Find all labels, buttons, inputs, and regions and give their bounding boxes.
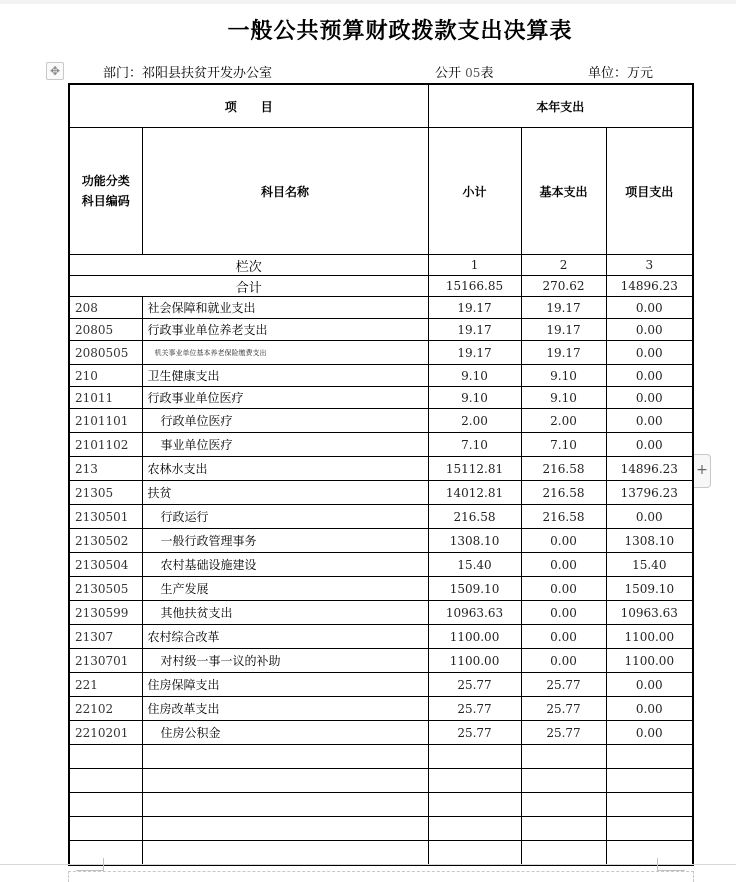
header-item: 项 目 (69, 84, 428, 128)
table-row (69, 365, 693, 387)
row-name: 农林水支出 (142, 457, 428, 481)
row-code: 21307 (69, 625, 142, 649)
row-project: 0.00 (606, 673, 693, 697)
empty-cell[interactable] (69, 793, 142, 817)
table-row (69, 601, 693, 625)
empty-cell[interactable] (69, 817, 142, 841)
row-project: 1100.00 (606, 625, 693, 649)
row-code: 20805 (69, 319, 142, 341)
table-row (69, 387, 693, 409)
row-name: 行政运行 (142, 505, 428, 529)
table-row (69, 649, 693, 673)
row-project: 1100.00 (606, 649, 693, 673)
empty-cell[interactable] (521, 817, 606, 841)
row-name: 生产发展 (142, 577, 428, 601)
table-row (69, 529, 693, 553)
table-row (69, 721, 693, 745)
row-basic: 0.00 (521, 625, 606, 649)
row-basic: 216.58 (521, 505, 606, 529)
row-subtotal: 15112.81 (428, 457, 521, 481)
row-subtotal: 25.77 (428, 697, 521, 721)
empty-cell[interactable] (606, 793, 693, 817)
row-project: 0.00 (606, 341, 693, 365)
total-row (69, 276, 693, 297)
row-project: 0.00 (606, 433, 693, 457)
unit-label: 单位：万元 (588, 66, 654, 81)
form-prefix: 公开 (435, 66, 462, 81)
page-corner-mark-right (657, 858, 685, 871)
empty-cell[interactable] (606, 745, 693, 769)
empty-row (69, 841, 693, 866)
form-number-label (435, 62, 493, 81)
row-subtotal: 1509.10 (428, 577, 521, 601)
row-project: 13796.23 (606, 481, 693, 505)
form-number: 05 (465, 66, 481, 80)
row-code: 21305 (69, 481, 142, 505)
row-subtotal: 10963.63 (428, 601, 521, 625)
row-basic: 0.00 (521, 529, 606, 553)
row-code: 2130504 (69, 553, 142, 577)
row-name: 农村基础设施建设 (142, 553, 428, 577)
empty-cell[interactable] (142, 817, 428, 841)
empty-row (69, 817, 693, 841)
row-basic: 19.17 (521, 319, 606, 341)
header-project: 项目支出 (606, 128, 693, 255)
table-row (69, 341, 693, 365)
table-row (69, 673, 693, 697)
header-current-year: 本年支出 (428, 84, 693, 128)
row-project: 0.00 (606, 721, 693, 745)
empty-cell[interactable] (69, 769, 142, 793)
row-name: 社会保障和就业支出 (142, 297, 428, 319)
header-code-line1: 功能分类 (81, 174, 130, 188)
table-row (69, 319, 693, 341)
row-code: 2101102 (69, 433, 142, 457)
row-basic: 0.00 (521, 601, 606, 625)
row-name: 住房公积金 (142, 721, 428, 745)
header-subtotal: 小计 (428, 128, 521, 255)
row-name: 行政事业单位医疗 (142, 387, 428, 409)
form-suffix: 表 (480, 66, 494, 81)
row-subtotal: 9.10 (428, 387, 521, 409)
column-index-1: 1 (428, 255, 521, 276)
header-row-2 (69, 128, 693, 255)
row-project: 0.00 (606, 297, 693, 319)
column-index-label: 栏次 (69, 255, 428, 276)
row-basic: 2.00 (521, 409, 606, 433)
row-project: 0.00 (606, 387, 693, 409)
plus-icon[interactable]: + (694, 454, 711, 488)
empty-cell[interactable] (142, 793, 428, 817)
row-code: 2210201 (69, 721, 142, 745)
table-row (69, 625, 693, 649)
empty-cell[interactable] (142, 769, 428, 793)
total-subtotal: 15166.85 (428, 276, 521, 297)
row-name: 事业单位医疗 (142, 433, 428, 457)
table-row (69, 409, 693, 433)
header-basic: 基本支出 (521, 128, 606, 255)
row-code: 2130505 (69, 577, 142, 601)
row-name: 其他扶贫支出 (142, 601, 428, 625)
empty-cell[interactable] (69, 745, 142, 769)
row-subtotal: 19.17 (428, 319, 521, 341)
empty-cell[interactable] (428, 793, 521, 817)
row-subtotal: 1100.00 (428, 649, 521, 673)
move-icon[interactable]: ✥ (46, 62, 64, 80)
next-page-outline (68, 871, 694, 882)
table-row (69, 297, 693, 319)
header-row-1 (69, 84, 693, 128)
row-project: 0.00 (606, 505, 693, 529)
row-subtotal: 1308.10 (428, 529, 521, 553)
row-project: 10963.63 (606, 601, 693, 625)
row-basic: 0.00 (521, 649, 606, 673)
row-subtotal: 15.40 (428, 553, 521, 577)
row-project: 1308.10 (606, 529, 693, 553)
row-subtotal: 25.77 (428, 673, 521, 697)
row-code: 2101101 (69, 409, 142, 433)
row-subtotal: 2.00 (428, 409, 521, 433)
page-corner-mark-left (76, 858, 104, 871)
row-project: 1509.10 (606, 577, 693, 601)
row-basic: 7.10 (521, 433, 606, 457)
row-name: 一般行政管理事务 (142, 529, 428, 553)
table-row (69, 457, 693, 481)
row-name: 机关事业单位基本养老保险缴费支出 (142, 341, 428, 365)
row-subtotal: 7.10 (428, 433, 521, 457)
column-index-3: 3 (606, 255, 693, 276)
table-row (69, 577, 693, 601)
empty-cell[interactable] (142, 745, 428, 769)
header-code (69, 128, 142, 255)
header-code-line2: 科目编码 (81, 194, 130, 208)
row-code: 22102 (69, 697, 142, 721)
row-basic: 0.00 (521, 553, 606, 577)
row-code: 210 (69, 365, 142, 387)
empty-cell[interactable] (521, 793, 606, 817)
row-project: 0.00 (606, 697, 693, 721)
row-subtotal: 25.77 (428, 721, 521, 745)
row-basic: 0.00 (521, 577, 606, 601)
row-project: 15.40 (606, 553, 693, 577)
header-name: 科目名称 (142, 128, 428, 255)
page-title: 一般公共预算财政拨款支出决算表 (227, 18, 573, 44)
empty-cell[interactable] (428, 745, 521, 769)
row-subtotal: 9.10 (428, 365, 521, 387)
row-code: 21011 (69, 387, 142, 409)
row-name: 住房保障支出 (142, 673, 428, 697)
row-basic: 9.10 (521, 365, 606, 387)
row-subtotal: 14012.81 (428, 481, 521, 505)
empty-row (69, 793, 693, 817)
department-label: 部门：祁阳县扶贫开发办公室 (103, 66, 273, 81)
table-row (69, 505, 693, 529)
row-basic: 19.17 (521, 297, 606, 319)
empty-cell[interactable] (142, 841, 428, 866)
column-index-row (69, 255, 693, 276)
expenditure-table (68, 83, 694, 866)
row-subtotal: 19.17 (428, 297, 521, 319)
empty-cell[interactable] (521, 745, 606, 769)
column-index-2: 2 (521, 255, 606, 276)
row-project: 14896.23 (606, 457, 693, 481)
row-name: 行政单位医疗 (142, 409, 428, 433)
empty-cell[interactable] (606, 769, 693, 793)
row-project: 0.00 (606, 365, 693, 387)
table-row (69, 697, 693, 721)
empty-cell[interactable] (428, 817, 521, 841)
empty-row (69, 745, 693, 769)
total-label: 合计 (69, 276, 428, 297)
total-basic: 270.62 (521, 276, 606, 297)
row-name: 住房改革支出 (142, 697, 428, 721)
row-name: 扶贫 (142, 481, 428, 505)
page-break-line (0, 864, 736, 865)
row-basic: 19.17 (521, 341, 606, 365)
row-basic: 25.77 (521, 721, 606, 745)
row-basic: 9.10 (521, 387, 606, 409)
row-code: 2130701 (69, 649, 142, 673)
row-code: 2130501 (69, 505, 142, 529)
window-top-shade (0, 0, 736, 4)
row-code: 208 (69, 297, 142, 319)
empty-cell[interactable] (521, 841, 606, 866)
row-subtotal: 1100.00 (428, 625, 521, 649)
table-row (69, 553, 693, 577)
row-code: 2130502 (69, 529, 142, 553)
table-row (69, 481, 693, 505)
row-subtotal: 19.17 (428, 341, 521, 365)
empty-cell[interactable] (428, 769, 521, 793)
row-basic: 216.58 (521, 457, 606, 481)
empty-row (69, 769, 693, 793)
row-project: 0.00 (606, 409, 693, 433)
total-project: 14896.23 (606, 276, 693, 297)
row-name: 行政事业单位养老支出 (142, 319, 428, 341)
row-code: 2080505 (69, 341, 142, 365)
row-basic: 25.77 (521, 673, 606, 697)
row-project: 0.00 (606, 319, 693, 341)
row-name: 农村综合改革 (142, 625, 428, 649)
empty-cell[interactable] (606, 817, 693, 841)
row-basic: 216.58 (521, 481, 606, 505)
row-code: 221 (69, 673, 142, 697)
empty-cell[interactable] (521, 769, 606, 793)
row-basic: 25.77 (521, 697, 606, 721)
table-row (69, 433, 693, 457)
row-code: 2130599 (69, 601, 142, 625)
row-code: 213 (69, 457, 142, 481)
row-name: 对村级一事一议的补助 (142, 649, 428, 673)
empty-cell[interactable] (428, 841, 521, 866)
row-subtotal: 216.58 (428, 505, 521, 529)
row-name: 卫生健康支出 (142, 365, 428, 387)
